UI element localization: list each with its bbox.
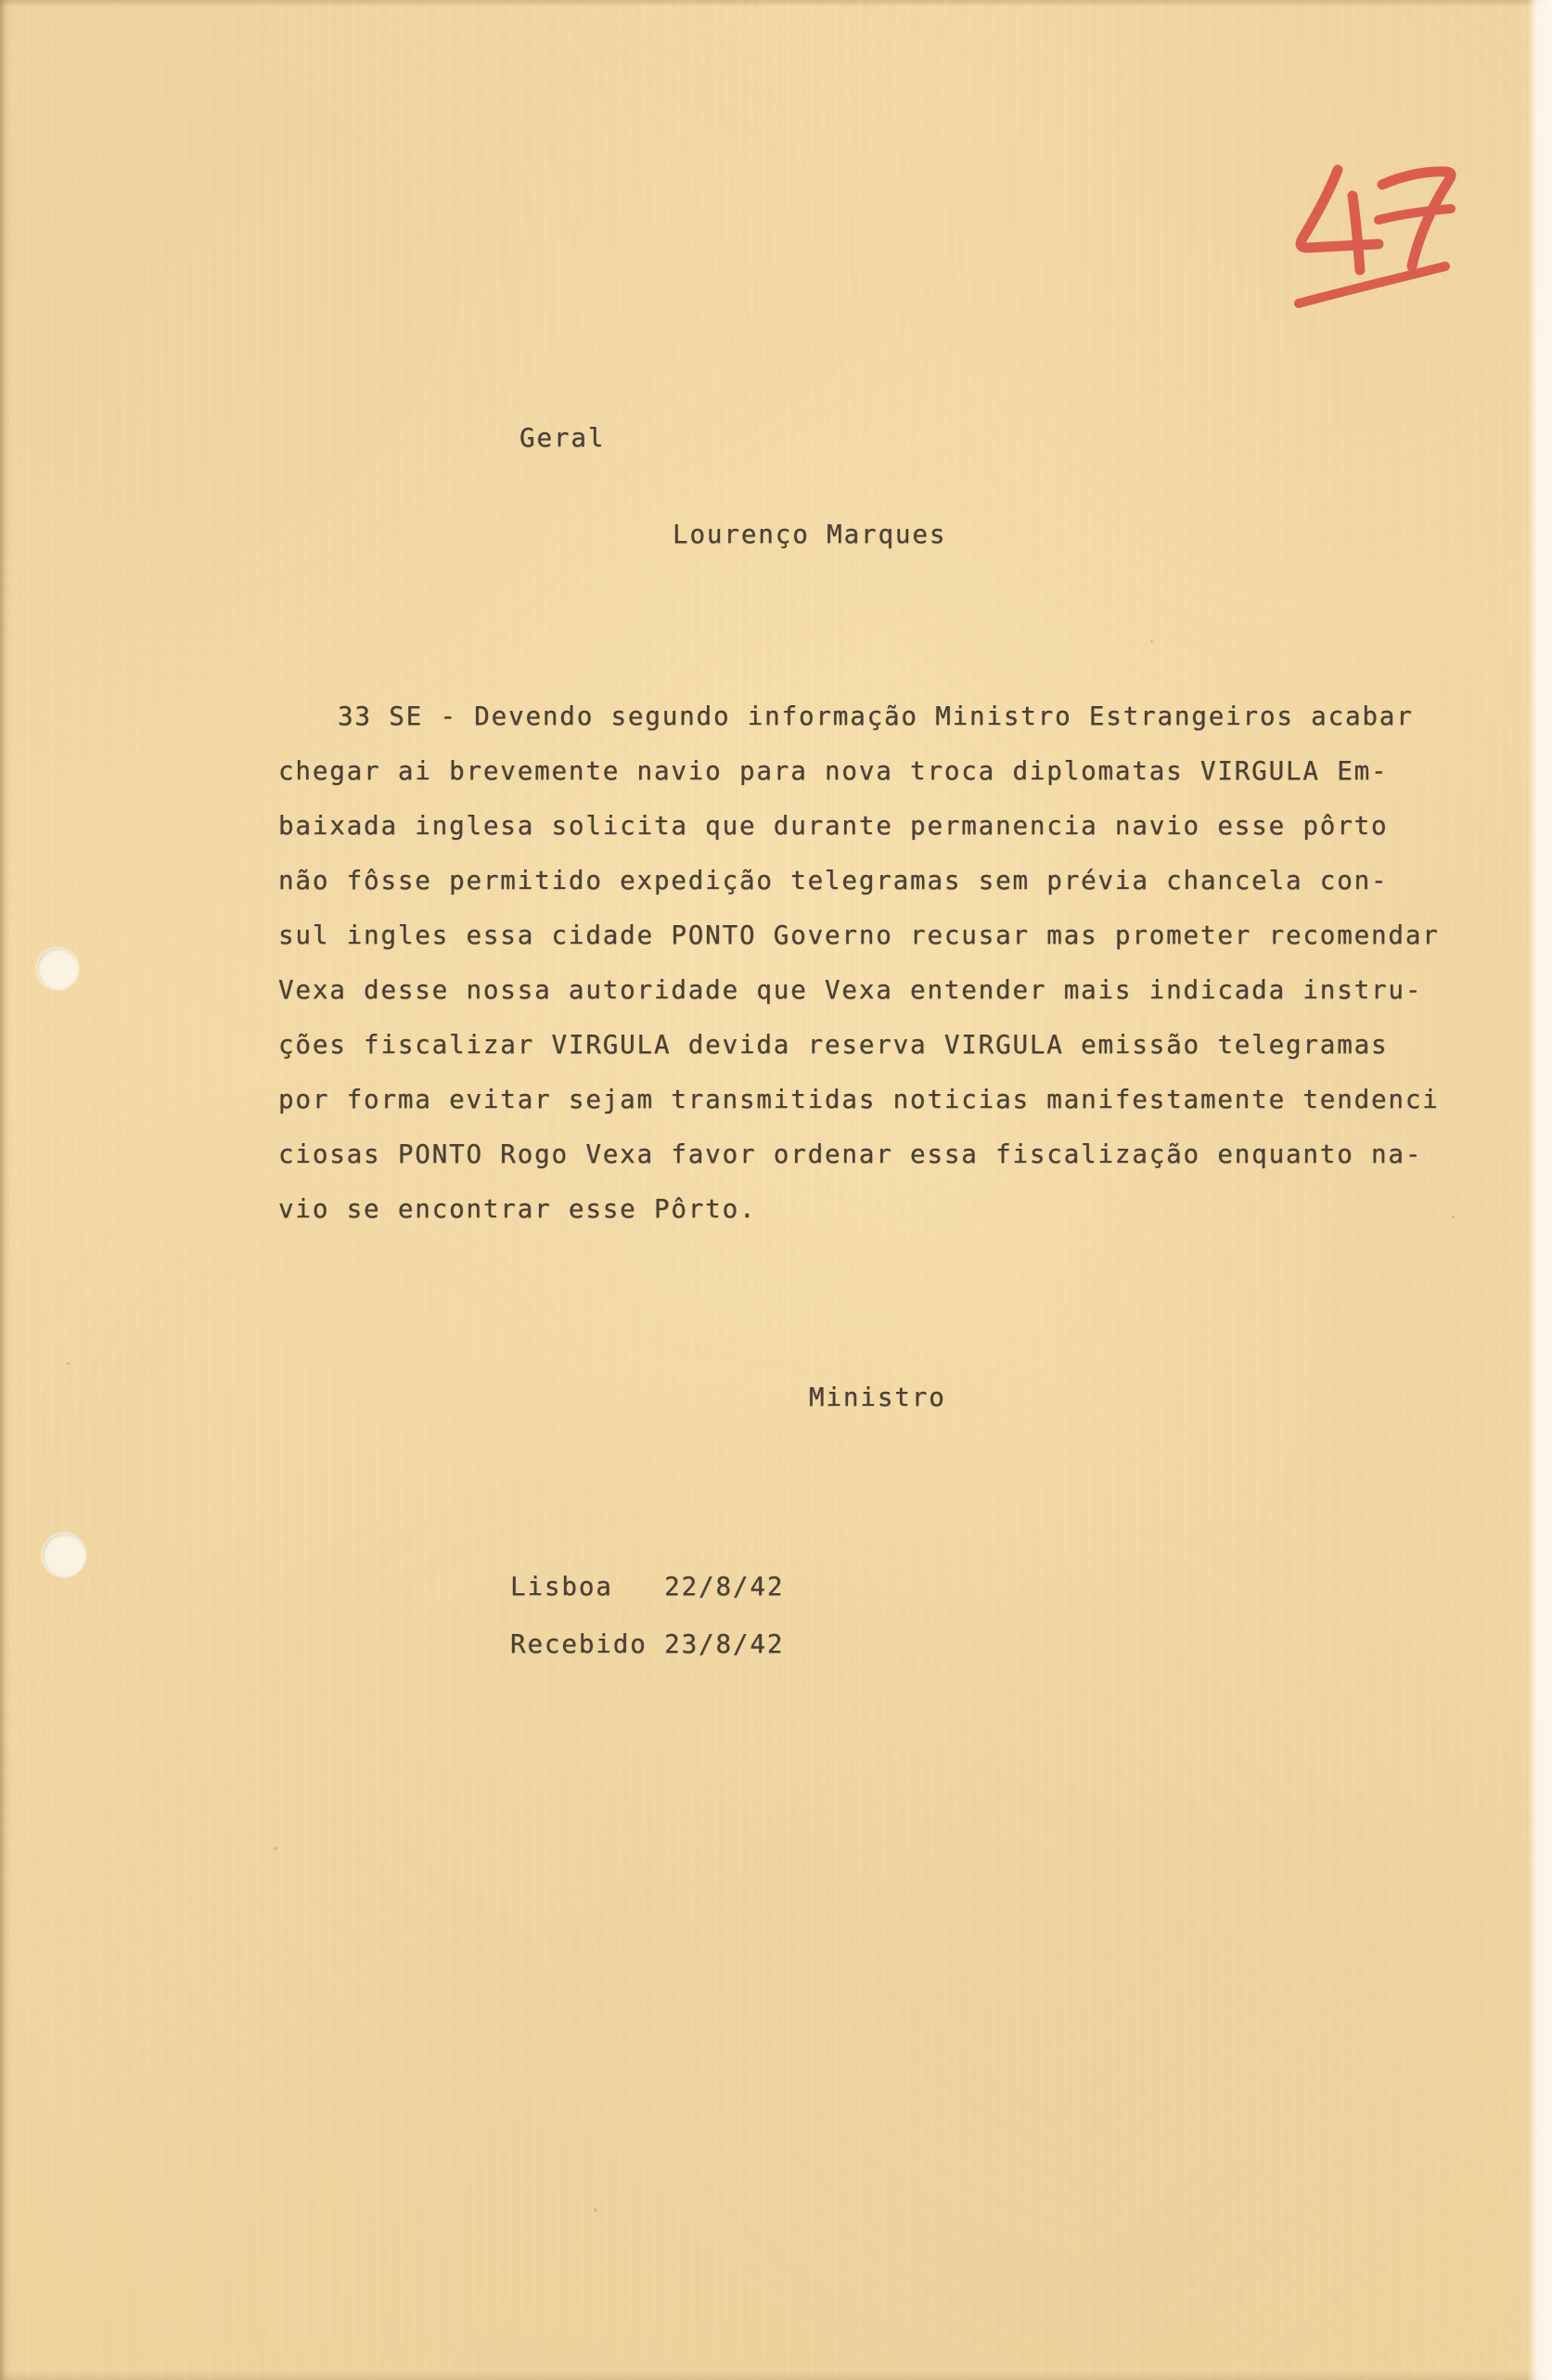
body-line: ções fiscalizar VIRGULA devida reserva VIRGULA emissão telegramas <box>278 1030 1389 1060</box>
body-line: chegar ai brevemente navio para nova troca diplomatas VIRGULA Em- <box>278 756 1389 786</box>
body-line: vio se encontrar esse Pôrto. <box>278 1194 757 1224</box>
footer-received-date: Recebido 23/8/42 <box>510 1629 785 1659</box>
body-line: baixada inglesa solicita que durante permanencia navio esse pôrto <box>278 811 1389 841</box>
footer-origin-date: Lisboa 22/8/42 <box>510 1572 785 1602</box>
punch-hole <box>43 1534 85 1576</box>
body-line: 33 SE - Devendo segundo informação Ministro Estrangeiros acabar <box>338 701 1414 731</box>
body-line: ciosas PONTO Rogo Vexa favor ordenar essa fiscalização enquanto na- <box>278 1139 1423 1169</box>
body-line: sul ingles essa cidade PONTO Governo recusar mas prometer recomendar <box>278 920 1440 950</box>
telegram-body <box>278 698 1552 1245</box>
punch-hole <box>37 948 78 989</box>
body-line: não fôsse permitido expedição telegramas sem prévia chancela con- <box>278 866 1389 895</box>
signature-line: Ministro <box>809 1383 946 1412</box>
body-line: Vexa desse nossa autoridade que Vexa entender mais indicada instru- <box>278 975 1423 1005</box>
heading-location: Lourenço Marques <box>673 520 947 549</box>
heading-series: Geral <box>519 423 606 453</box>
body-line: por forma evitar sejam transmitidas noticias manifestamente tendenci <box>278 1085 1440 1114</box>
